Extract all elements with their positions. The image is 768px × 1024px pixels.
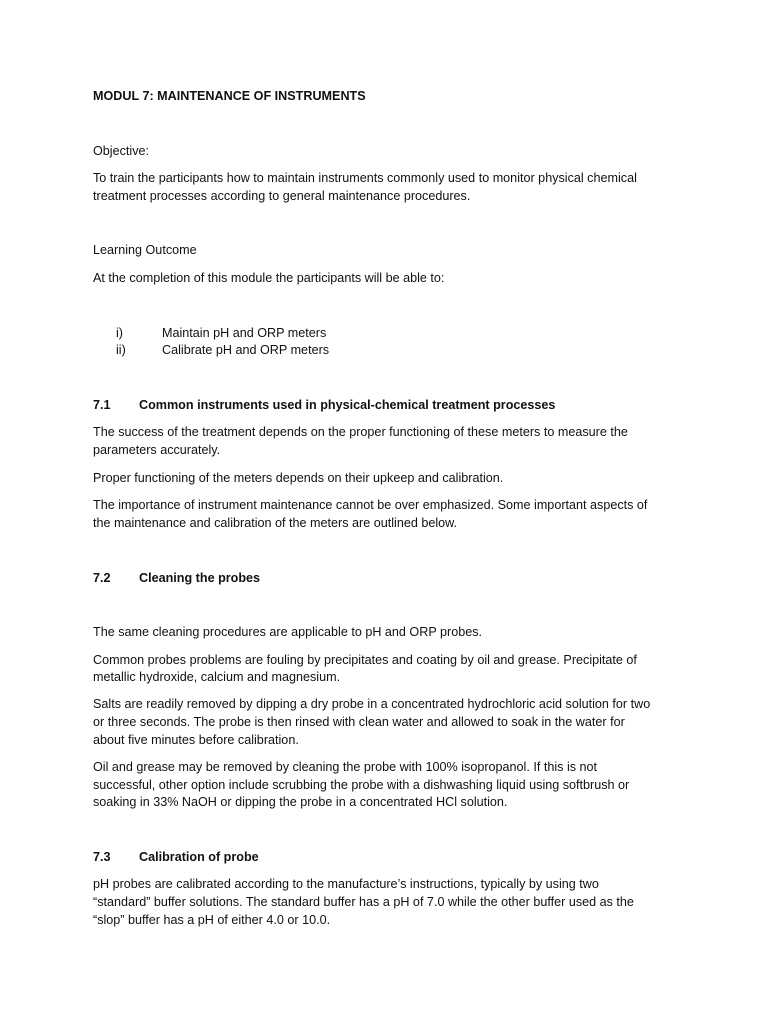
list-item: Maintain pH and ORP meters (162, 326, 327, 340)
section-title: Common instruments used in physical-chemical treatment processes (139, 398, 556, 412)
paragraph-line: soaking in 33% NaOH or dipping the probe in a concentrated HCl solution. (93, 795, 508, 809)
paragraph-line: Salts are readily removed by dipping a dry probe in a concentrated hydrochloric acid solution for two (93, 697, 651, 711)
objective-text-line: treatment processes according to general maintenance procedures. (93, 189, 471, 203)
paragraph-line: Oil and grease may be removed by cleaning the probe with 100% isopropanol. If this is not (93, 760, 598, 774)
outcome-intro: At the completion of this module the participants will be able to: (93, 271, 445, 285)
objective-text-line: To train the participants how to maintain instruments commonly used to monitor physical chemical (93, 171, 637, 185)
paragraph-line: parameters accurately. (93, 443, 221, 457)
paragraph-line: “standard” buffer solutions. The standard buffer has a pH of 7.0 while the other buffer used as the (93, 895, 634, 909)
paragraph-line: Common probes problems are fouling by precipitates and coating by oil and grease. Precipitate of (93, 653, 637, 667)
outcome-heading: Learning Outcome (93, 243, 197, 257)
list-item-number: i) (116, 326, 123, 340)
paragraph-line: The importance of instrument maintenance cannot be over emphasized. Some important aspects of (93, 498, 648, 512)
paragraph-line: or three seconds. The probe is then rinsed with clean water and allowed to soak in the water for (93, 715, 625, 729)
paragraph-line: The same cleaning procedures are applicable to pH and ORP probes. (93, 625, 483, 639)
objective-heading: Objective: (93, 144, 149, 158)
paragraph-line: “slop” buffer has a pH of either 4.0 or 10.0. (93, 913, 331, 927)
paragraph-line: the maintenance and calibration of the meters are outlined below. (93, 516, 458, 530)
paragraph-line: Proper functioning of the meters depends on their upkeep and calibration. (93, 471, 504, 485)
paragraph-line: The success of the treatment depends on the proper functioning of these meters to measure the (93, 425, 628, 439)
paragraph-line: metallic hydroxide, calcium and magnesium. (93, 670, 341, 684)
document-title: MODUL 7: MAINTENANCE OF INSTRUMENTS (93, 89, 366, 103)
list-item-number: ii) (116, 343, 126, 357)
paragraph-line: successful, other option include scrubbing the probe with a dishwashing liquid using softbrush or (93, 778, 630, 792)
paragraph-line: pH probes are calibrated according to the manufacture’s instructions, typically by using two (93, 877, 599, 891)
section-number: 7.2 (93, 571, 111, 585)
section-title: Calibration of probe (139, 850, 259, 864)
paragraph-line: about five minutes before calibration. (93, 733, 299, 747)
section-number: 7.1 (93, 398, 111, 412)
section-number: 7.3 (93, 850, 111, 864)
list-item: Calibrate pH and ORP meters (162, 343, 330, 357)
section-title: Cleaning the probes (139, 571, 261, 585)
